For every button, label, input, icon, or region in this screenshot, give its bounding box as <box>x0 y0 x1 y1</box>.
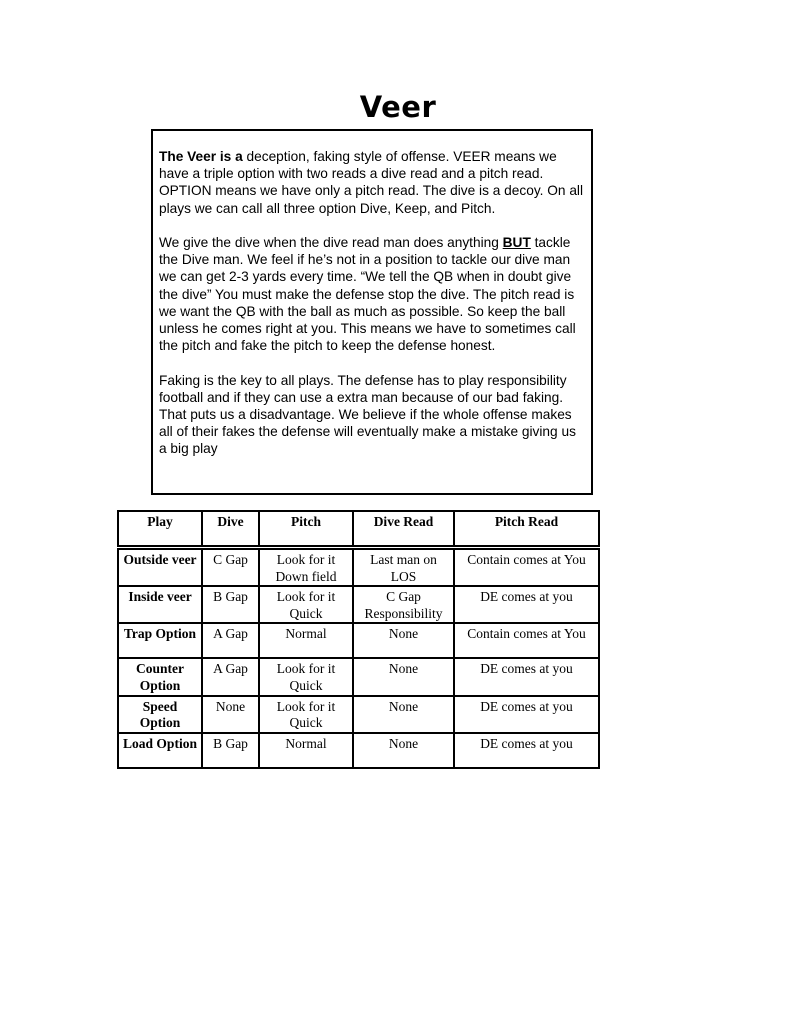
dive-read-cell: None <box>353 696 454 733</box>
page-title: Veer <box>359 90 437 124</box>
table-row <box>118 696 599 733</box>
dive-cell: B Gap <box>202 733 259 768</box>
table-row <box>118 623 599 658</box>
dive-text-post: tackle the Dive man. We feel if he’s not in a position to tackle our dive man we can get 2-3 yards every time. “We tell the QB when in doubt give the dive” You must make the defense stop the dive. The pitch read is we want the QB with the ball as much as possible. So keep the ball unless he comes right at you. This means we have to sometimes call the pitch and fake the pitch to keep the defense honest. <box>159 235 576 354</box>
dive-cell: A Gap <box>202 658 259 695</box>
table-row <box>118 548 599 587</box>
header-pitch: Pitch <box>259 511 353 548</box>
pitch-cell: Normal <box>259 623 353 658</box>
pitch-read-cell: DE comes at you <box>454 658 599 695</box>
pitch-read-cell: DE comes at you <box>454 586 599 623</box>
paragraph-dive <box>159 234 585 354</box>
dive-cell: A Gap <box>202 623 259 658</box>
pitch-read-cell: DE comes at you <box>454 733 599 768</box>
dive-read-cell: Last man on LOS <box>353 548 454 587</box>
header-dive: Dive <box>202 511 259 548</box>
intro-text: deception, faking style of offense. VEER means we have a triple option with two reads a dive read and a pitch read. OPTION means we have only a pitch read. The dive is a decoy. On all plays we can call all three option Dive, Keep, and Pitch. <box>159 149 584 216</box>
header-play: Play <box>118 511 202 548</box>
pitch-cell: Look for it Quick <box>259 586 353 623</box>
dive-read-cell: C Gap Responsibility <box>353 586 454 623</box>
table-header-row <box>118 511 599 548</box>
dive-text-emphasis: BUT <box>502 235 531 250</box>
table-row <box>118 586 599 623</box>
dive-read-cell: None <box>353 623 454 658</box>
dive-text-pre: We give the dive when the dive read man does anything <box>159 235 503 250</box>
header-dive-read: Dive Read <box>353 511 454 548</box>
pitch-cell: Look for it Quick <box>259 658 353 695</box>
dive-read-cell: None <box>353 733 454 768</box>
dive-cell: None <box>202 696 259 733</box>
play-cell: Counter Option <box>118 658 202 695</box>
intro-lead: The Veer is a <box>159 149 243 164</box>
table-row <box>118 658 599 695</box>
pitch-read-cell: DE comes at you <box>454 696 599 733</box>
play-cell: Speed Option <box>118 696 202 733</box>
plays-table <box>117 510 600 769</box>
dive-cell: B Gap <box>202 586 259 623</box>
pitch-cell: Look for it Down field <box>259 548 353 587</box>
pitch-cell: Look for it Quick <box>259 696 353 733</box>
play-cell: Inside veer <box>118 586 202 623</box>
dive-read-cell: None <box>353 658 454 695</box>
play-cell: Outside veer <box>118 548 202 587</box>
paragraph-intro <box>159 148 585 217</box>
play-cell: Trap Option <box>118 623 202 658</box>
dive-cell: C Gap <box>202 548 259 587</box>
play-cell: Load Option <box>118 733 202 768</box>
pitch-read-cell: Contain comes at You <box>454 548 599 587</box>
pitch-read-cell: Contain comes at You <box>454 623 599 658</box>
description-box <box>151 129 593 495</box>
paragraph-faking: Faking is the key to all plays. The defense has to play responsibility football and if they can use a extra man because of our bad faking. That puts us a disadvantage. We believe if the whole offense makes all of their fakes the defense will eventually make a mistake giving us a big play <box>159 372 576 457</box>
header-pitch-read: Pitch Read <box>454 511 599 548</box>
table-row <box>118 733 599 768</box>
pitch-cell: Normal <box>259 733 353 768</box>
